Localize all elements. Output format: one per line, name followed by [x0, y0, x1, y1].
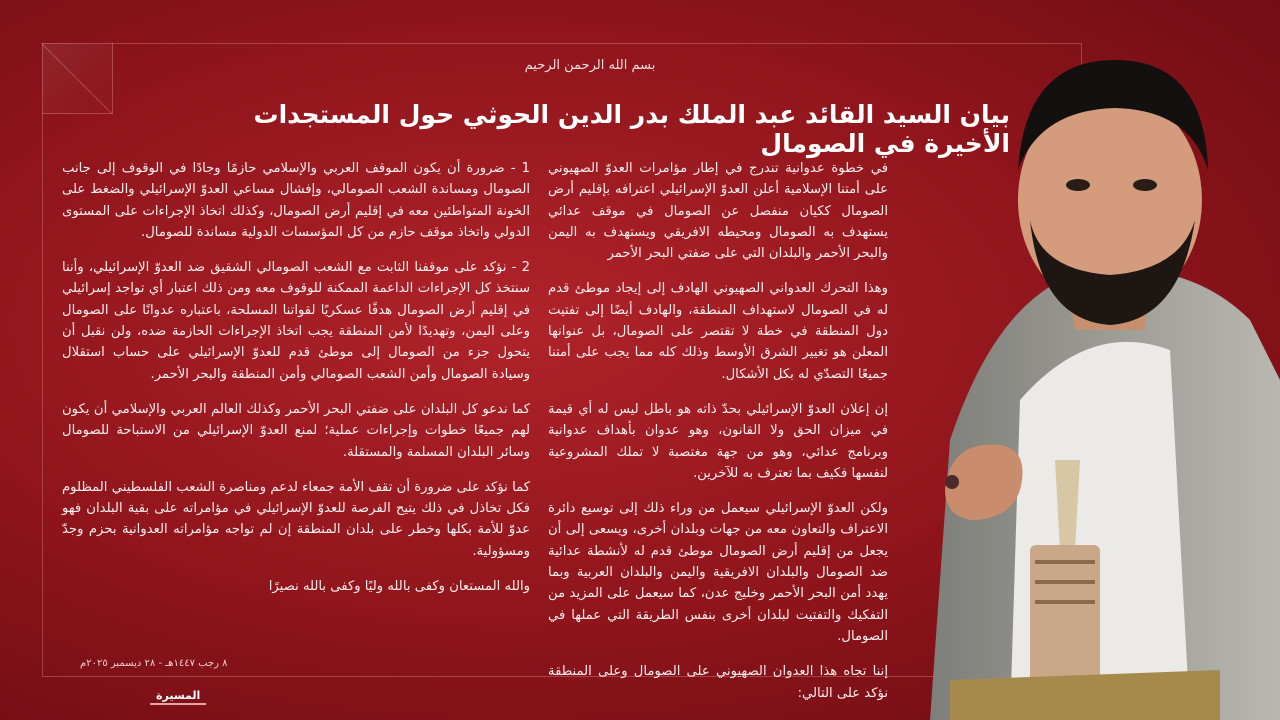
paragraph: إن إعلان العدوّ الإسرائيلي بحدّ ذاته هو باطل ليس له أي قيمة في ميزان الحق ولا القانون، وهو عدوان بأهداف عدوانية وبرنامج عدائي، وهو من جهة مغتصبة لا تملك المشروعية لنفسها فكيف بما تعترف به للآخرين.: [548, 401, 888, 481]
statement-title: بيان السيد القائد عبد الملك بدر الدين الحوثي حول المستجدات الأخيرة في الصومال: [253, 100, 1010, 158]
paragraph: كما نؤكد على ضرورة أن تقف الأمة جمعاء لدعم ومناصرة الشعب الفلسطيني المظلوم فكل تخاذل في ذلك يتيح الفرصة للعدوّ الإسرائيلي في مؤامراته على بقية البلدان فهو عدوّ للأمة بكلها وخطر على بلدان المنطقة إن لم تواجه مؤامراته العدوانية بحزم وجدّ ومسؤولية.: [62, 479, 530, 559]
date-line: ٨ رجب ١٤٤٧هـ - ٢٨ ديسمبر ٢٠٢٥م: [80, 658, 228, 669]
paragraph: 2 - نؤكد على موقفنا الثابت مع الشعب الصومالي الشقيق ضد العدوّ الإسرائيلي، وأننا سنتخذ كل الإجراءات الداعمة الممكنة للوقوف معه ومن ذلك اعتبار أي تواجد إسرائيلي في إقليم أرض الصومال هدفًا عسكريًا لقواتنا المسلحة، باعتباره عدوانًا على الصومال وعلى اليمن، وتهديدًا لأمن المنطقة يجب اتخاذ الإجراءات الحازمة ضده، ولن نقبل أن يتحول جزء من الصومال إلى موطئ قدم للعدوّ الإسرائيلي على حساب استقلال وسيادة الصومال وأمن الشعب الصومالي وأمن المنطقة والبحر الأحمر.: [62, 260, 530, 382]
paragraph: في خطوة عدوانية تندرج في إطار مؤامرات العدوّ الصهيوني على أمتنا الإسلامية أعلن العدوّ الإسرائيلي اعترافه بإقليم أرض الصومال ككيان منفصل عن الصومال في موقف عدائي يستهدف به الصومال ومحيطه الافريقي ويستهدف به اليمن والبحر الأحمر والبلدان التي على ضفتي البحر الأحمر: [548, 161, 888, 262]
left-column: [62, 158, 530, 611]
paragraph: إننا تجاه هذا العدوان الصهيوني على الصومال وعلى المنطقة نؤكد على التالي:: [548, 664, 888, 701]
paragraph: 1 - ضرورة أن يكون الموقف العربي والإسلامي حازمًا وجادًا في الوقوف إلى جانب الصومال ومساندة الشعب الصومالي، وإفشال مساعي العدوّ الإسرائيلي والضغط على الخونة المتواطئين معه في إقليم أرض الصومال، وكذلك اتخاذ الإجراءات على المستوى الدولي واتخاذ موقف حازم من كل المؤسسات الدولية مساندة للصومال.: [62, 161, 530, 240]
speaker-portrait: [890, 20, 1280, 720]
paragraph: ولكن العدوّ الإسرائيلي سيعمل من وراء ذلك إلى توسيع دائرة الاعتراف والتعاون معه من جهات وبلدان أخرى، ويسعى إلى أن يجعل من إقليم أرض الصومال موطئ قدم له لأنشطة عدائية ضد الصومال والبلدان الافريقية واليمن والبلدان العربية وبما يهدد أمن البحر الأحمر وخليج عدن، كما سيعمل على المزيد من التفكيك والتفتيت لبلدان أخرى بنفس الطريقة التي عملها في الصومال.: [548, 501, 888, 644]
closing-line: والله المستعان وكفى بالله وليًا وكفى بالله نصيرًا: [268, 579, 530, 595]
paragraph: كما ندعو كل البلدان على ضفتي البحر الأحمر وكذلك العالم العربي والإسلامي أن يكون لهم جميعًا خطوات وإجراءات عملية؛ لمنع العدوّ الإسرائيلي من الاستباحة للصومال وسائر البلدان المسلمة والمستقلة.: [62, 401, 530, 460]
channel-logo: المسيرة: [150, 688, 206, 705]
paragraph: وهذا التحرك العدواني الصهيوني الهادف إلى إيجاد موطئ قدم له في الصومال لاستهداف المنطقة، والهادف أيضًا إلى تفتيت دول المنطقة في خطة لا تقتصر على الصومال، بل عنوانها المعلن هو تغيير الشرق الأوسط وذلك كله مما يجب على أمتنا جميعًا التصدّي له بكل الأشكال.: [548, 281, 888, 382]
right-column: [548, 158, 888, 718]
bismillah: بسم الله الرحمن الرحيم: [524, 58, 656, 73]
